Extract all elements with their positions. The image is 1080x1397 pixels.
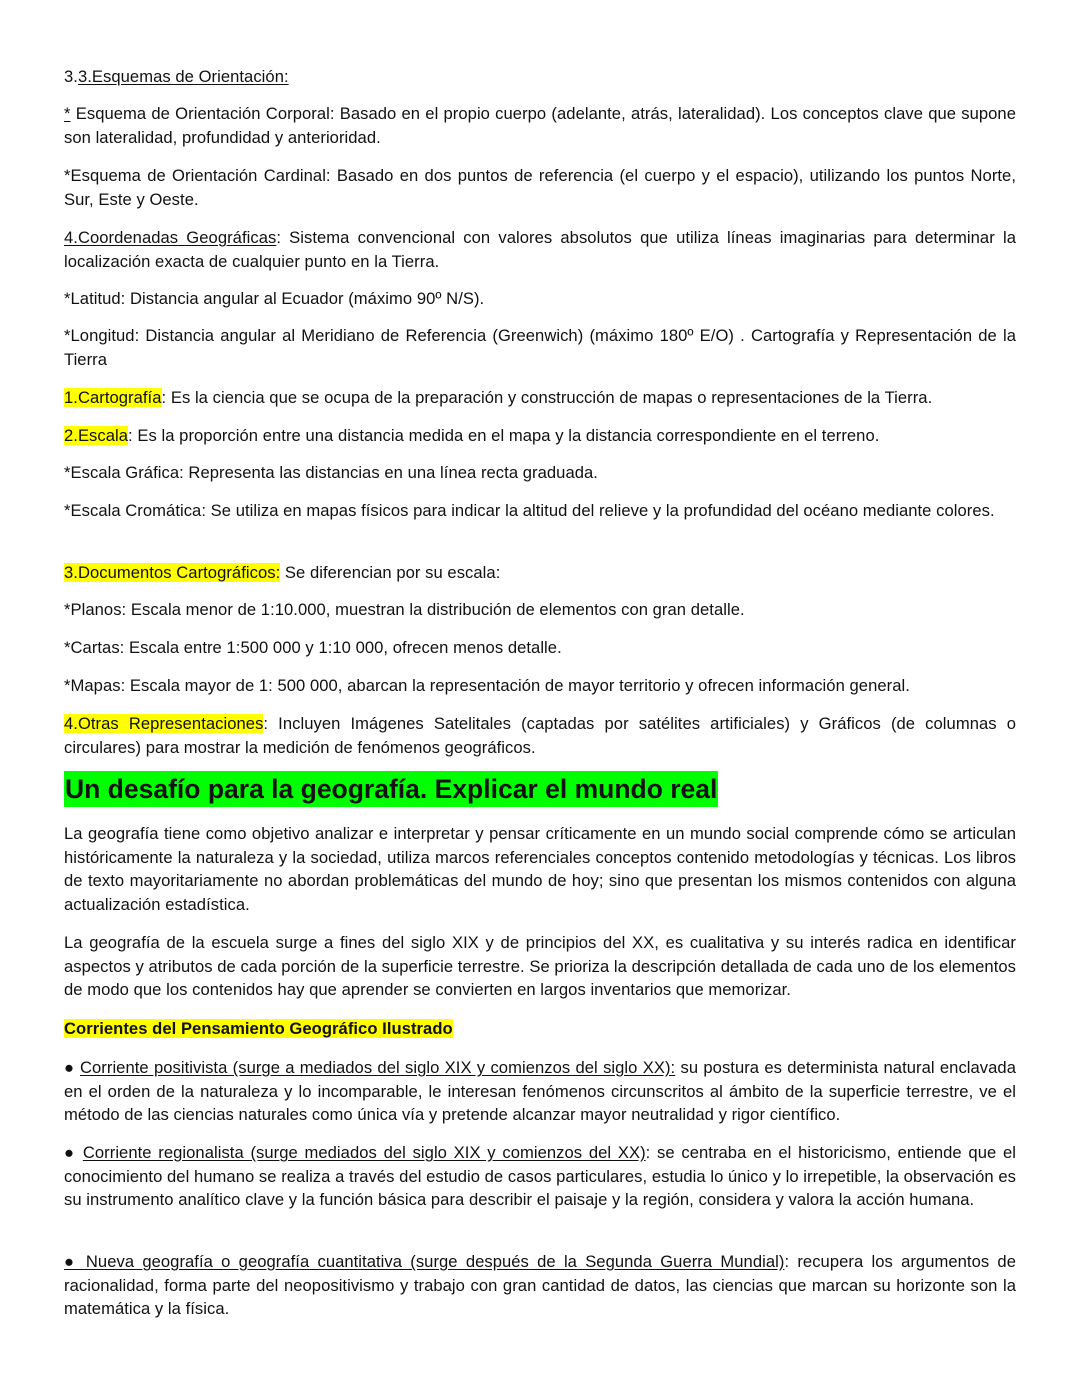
positivist-text: su postura es determinista natural enclavada en el orden de la naturaleza y lo incomparable, le interesan fenómenos circunscritos al ámbito de la superficie terrestre, ve el método de las ciencias naturales como única vía y pretende alcanzar mayor neutralidad y rigor científico. — [64, 1058, 1016, 1124]
coordinates-text: : Sistema convencional con valores absolutos que utiliza líneas imaginarias para determinar la localización exacta de cualquier punto en la Tierra. — [64, 228, 1016, 271]
graphic-scale-paragraph: *Escala Gráfica: Representa las distancias en una línea recta graduada. — [64, 463, 598, 482]
regionalist-term: Corriente regionalista (surge mediados del siglo XIX y comienzos del XX) — [82, 1143, 646, 1162]
scale-term: 2.Escala — [64, 426, 129, 445]
scale-text: : Es la proporción entre una distancia medida en el mapa y la distancia correspondiente en el terreno. — [128, 426, 880, 445]
corporal-text: Esquema de Orientación Corporal: Basado en el propio cuerpo (adelante, atrás, lateralidad). Los conceptos clave que supone son lateralidad, profundidad y anterioridad. — [64, 104, 1016, 147]
challenge-title: Un desafío para la geografía. Explicar el mundo real — [64, 771, 718, 807]
currents-heading-line — [64, 1017, 1016, 1041]
currents-heading: Corrientes del Pensamiento Geográfico Ilustrado — [64, 1019, 453, 1038]
cartographic-docs-paragraph — [64, 561, 1016, 585]
bullet-icon: ● — [64, 1058, 75, 1077]
longitude-paragraph: *Longitud: Distancia angular al Meridiano de Referencia (Greenwich) (máximo 180º E/O) . Cartografía y Representación de la Tierra — [64, 326, 1016, 369]
positivist-term: Corriente positivista (surge a mediados del siglo XIX y comienzos del siglo XX): — [79, 1058, 676, 1077]
challenge-paragraph-1: La geografía tiene como objetivo analizar e interpretar y pensar críticamente en un mundo social comprende cómo se articulan históricamente la naturaleza y la sociedad, utiliza marcos referenciales conceptos contenido metodologías y técnicas. Los libros de texto mayoritariamente no abordan problemáticas del mundo de hoy; sino que presentan los mismos contenidos con alguna actualización estadística. — [64, 824, 1016, 914]
chromatic-scale-paragraph: *Escala Cromática: Se utiliza en mapas físicos para indicar la altitud del relieve y la profundidad del océano mediante colores. — [64, 501, 995, 520]
coordinates-term: 4.Coordenadas Geográficas — [64, 228, 277, 247]
scale-paragraph — [64, 424, 1016, 448]
regionalist-paragraph — [64, 1141, 1016, 1212]
plans-paragraph: *Planos: Escala menor de 1:10.000, muestran la distribución de elementos con gran detalle. — [64, 600, 745, 619]
quantitative-text: : recupera los argumentos de racionalidad, forma parte del neopositivismo y trabajo con gran cantidad de datos, las ciencias que marcan su horizonte son la matemática y la física. — [64, 1252, 1016, 1318]
challenge-paragraph-2: La geografía de la escuela surge a fines del siglo XIX y de principios del XX, es cualitativa y su interés radica en identificar aspectos y atributos de cada porción de la superficie terrestre. Se prioriza la descripción detallada de cada uno de los elementos de modo que los contenidos hay que aprender se convierten en largos inventarios que memorizar. — [64, 933, 1016, 999]
other-representations-paragraph — [64, 712, 1016, 759]
cartography-text: : Es la ciencia que se ocupa de la preparación y construcción de mapas o representaciones de la Tierra. — [161, 388, 933, 407]
cartography-term: 1.Cartografía — [64, 388, 162, 407]
positivist-paragraph — [64, 1056, 1016, 1127]
cartographic-docs-text: Se diferencian por su escala: — [280, 563, 501, 582]
coordinates-paragraph — [64, 226, 1016, 273]
bullet-icon: ● — [64, 1143, 77, 1162]
orientation-heading-text: 3.Esquemas de Orientación: — [77, 67, 289, 86]
latitude-paragraph: *Latitud: Distancia angular al Ecuador (máximo 90º N/S). — [64, 289, 485, 308]
quantitative-term: ● Nueva geografía o geografía cuantitativa (surge después de la Segunda Guerra Mundial) — [64, 1252, 785, 1271]
corporal-paragraph — [64, 102, 1016, 149]
cartographic-docs-term: 3.Documentos Cartográficos: — [64, 563, 281, 582]
regionalist-text: : se centraba en el historicismo, entiende que el conocimiento del humano se realiza a través del estudio de casos particulares, estudia lo único y lo irrepetible, la observación es su instrumento analítico clave y la función básica para describir el paisaje y la región, considera y valora la acción humana. — [64, 1143, 1016, 1209]
other-representations-text: : Incluyen Imágenes Satelitales (captadas por satélites artificiales) y Gráficos (de columnas o circulares) para mostrar la medición de fenómenos geográficos. — [64, 714, 1016, 757]
cartography-paragraph — [64, 386, 1016, 410]
other-representations-term: 4.Otras Representaciones — [64, 714, 264, 733]
orientation-heading: 3.3.Esquemas de Orientación: — [64, 67, 289, 86]
cardinal-paragraph: *Esquema de Orientación Cardinal: Basado en dos puntos de referencia (el cuerpo y el espacio), utilizando los puntos Norte, Sur, Este y Oeste. — [64, 166, 1016, 209]
corporal-asterisk: * — [64, 104, 71, 123]
maps-paragraph: *Mapas: Escala mayor de 1: 500 000, abarcan la representación de mayor territorio y ofrecen información general. — [64, 676, 910, 695]
charts-paragraph: *Cartas: Escala entre 1:500 000 y 1:10 000, ofrecen menos detalle. — [64, 638, 562, 657]
quantitative-paragraph — [64, 1250, 1016, 1321]
